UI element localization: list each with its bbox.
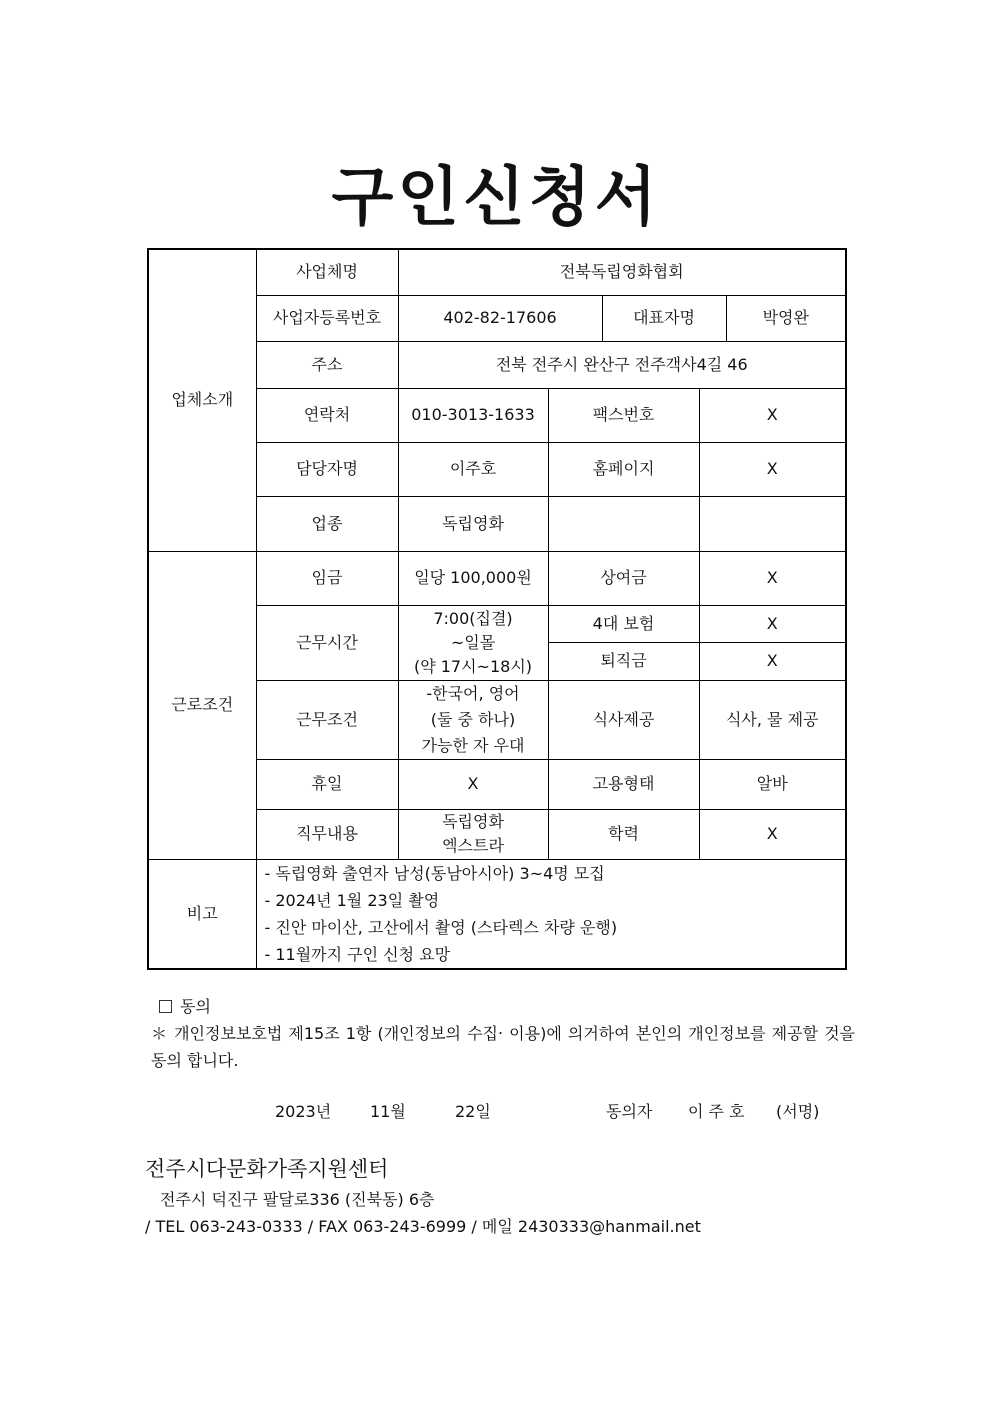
value-education: X bbox=[699, 809, 846, 859]
application-form-table bbox=[147, 248, 847, 970]
organization-address: 전주시 덕진구 팔달로336 (진북동) 6층 bbox=[160, 1190, 435, 1209]
label-address: 주소 bbox=[256, 341, 398, 388]
organization-name: 전주시다문화가족지원센터 bbox=[145, 1157, 389, 1181]
remark-line: - 2024년 1월 23일 촬영 bbox=[264, 890, 440, 910]
label-company-name: 사업체명 bbox=[256, 249, 398, 295]
label-work-conditions: 근무조건 bbox=[256, 680, 398, 759]
signer-label: 동의자 bbox=[606, 1102, 653, 1121]
value-insurance: X bbox=[699, 605, 846, 642]
label-phone: 연락처 bbox=[256, 388, 398, 442]
work-cond-line: -한국어, 영어 bbox=[426, 683, 520, 703]
label-registration: 사업자등록번호 bbox=[256, 295, 398, 341]
row-wage bbox=[148, 551, 846, 605]
value-wage: 일당 100,000원 bbox=[398, 551, 548, 605]
value-duty bbox=[398, 809, 548, 859]
row-remarks bbox=[148, 859, 846, 969]
consent-section bbox=[145, 993, 855, 1074]
organization-contact: / TEL 063-243-0333 / FAX 063-243-6999 / 메일 2430333@hanmail.net bbox=[145, 1217, 701, 1236]
value-meal: 식사, 물 제공 bbox=[699, 680, 846, 759]
value-remarks bbox=[256, 859, 846, 969]
label-meal: 식사제공 bbox=[548, 680, 699, 759]
page-title: 구인신청서 bbox=[331, 161, 661, 235]
value-hours bbox=[398, 605, 548, 680]
label-bonus: 상여금 bbox=[548, 551, 699, 605]
label-insurance: 4대 보험 bbox=[548, 605, 699, 642]
hours-line: (약 17시~18시) bbox=[413, 656, 533, 676]
empty-cell bbox=[548, 496, 699, 551]
label-wage: 임금 bbox=[256, 551, 398, 605]
value-phone: 010-3013-1633 bbox=[398, 388, 548, 442]
label-ceo: 대표자명 bbox=[602, 295, 726, 341]
sign-mark: (서명) bbox=[776, 1102, 820, 1121]
work-cond-line: 가능한 자 우대 bbox=[421, 735, 525, 755]
hours-line: ~일몰 bbox=[450, 632, 496, 652]
hours-line: 7:00(집결) bbox=[433, 608, 513, 628]
label-fax: 팩스번호 bbox=[548, 388, 699, 442]
signer-name: 이 주 호 bbox=[688, 1102, 745, 1121]
value-address: 전북 전주시 완산구 전주객사4길 46 bbox=[398, 341, 846, 388]
label-education: 학력 bbox=[548, 809, 699, 859]
row-company-name bbox=[148, 249, 846, 295]
value-manager: 이주호 bbox=[398, 442, 548, 496]
label-holiday: 휴일 bbox=[256, 759, 398, 809]
label-employment: 고용형태 bbox=[548, 759, 699, 809]
value-industry: 독립영화 bbox=[398, 496, 548, 551]
value-ceo: 박영완 bbox=[726, 295, 846, 341]
value-employment: 알바 bbox=[699, 759, 846, 809]
label-manager: 담당자명 bbox=[256, 442, 398, 496]
label-severance: 퇴직금 bbox=[548, 642, 699, 680]
value-work-conditions bbox=[398, 680, 548, 759]
sign-year: 2023년 bbox=[275, 1102, 332, 1121]
duty-line: 엑스트라 bbox=[442, 836, 504, 855]
remark-line: - 진안 마이산, 고산에서 촬영 (스타렉스 차량 운행) bbox=[264, 917, 618, 937]
consent-checkbox-label: 동의 bbox=[180, 997, 211, 1016]
consent-checkbox-row[interactable] bbox=[145, 993, 855, 1020]
value-company-name: 전북독립영화협회 bbox=[398, 249, 846, 295]
label-industry: 업종 bbox=[256, 496, 398, 551]
duty-line: 독립영화 bbox=[442, 812, 504, 831]
label-duty: 직무내용 bbox=[256, 809, 398, 859]
value-registration: 402-82-17606 bbox=[398, 295, 602, 341]
value-bonus: X bbox=[699, 551, 846, 605]
value-homepage: X bbox=[699, 442, 846, 496]
value-holiday: X bbox=[398, 759, 548, 809]
sign-day: 22일 bbox=[455, 1102, 491, 1121]
work-cond-line: (둘 중 하나) bbox=[430, 709, 516, 729]
empty-cell bbox=[699, 496, 846, 551]
remark-line: - 11월까지 구인 신청 요망 bbox=[264, 944, 451, 964]
label-homepage: 홈페이지 bbox=[548, 442, 699, 496]
value-fax: X bbox=[699, 388, 846, 442]
consent-checkbox[interactable] bbox=[159, 1000, 172, 1013]
section-conditions-label: 근로조건 bbox=[148, 551, 256, 859]
label-remarks: 비고 bbox=[148, 859, 256, 969]
section-company-label: 업체소개 bbox=[148, 249, 256, 551]
label-hours: 근무시간 bbox=[256, 605, 398, 680]
consent-law-text: ＊ 개인정보보호법 제15조 1항 (개인정보의 수집‧ 이용)에 의거하여 본인의 개인정보를 제공할 것을 동의 합니다. bbox=[151, 1024, 855, 1070]
value-severance: X bbox=[699, 642, 846, 680]
remark-line: - 독립영화 출연자 남성(동남아시아) 3~4명 모집 bbox=[264, 863, 605, 883]
sign-month: 11월 bbox=[370, 1102, 406, 1121]
